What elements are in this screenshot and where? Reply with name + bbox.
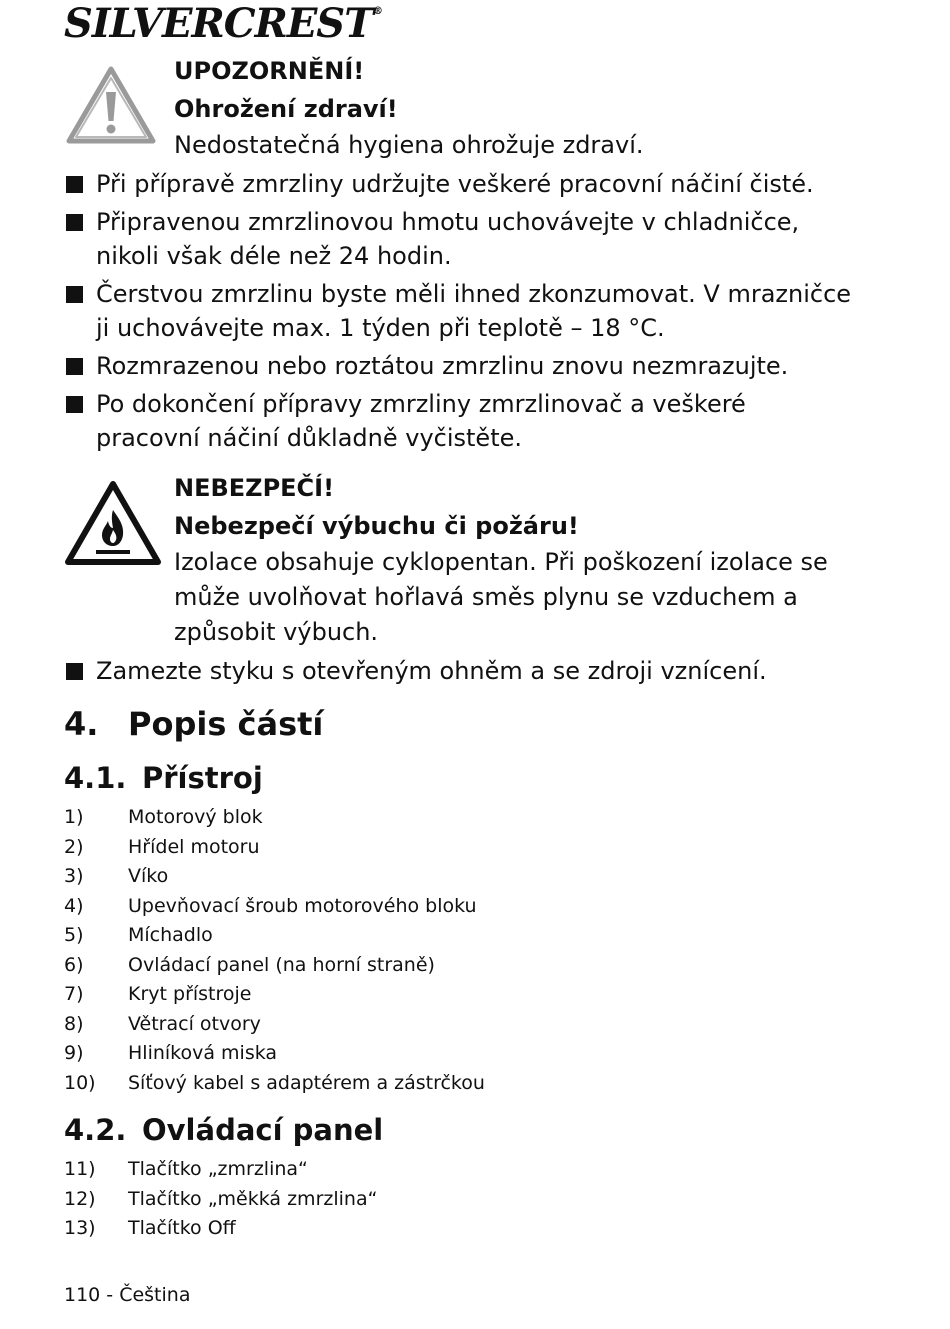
list-item: Při přípravě zmrzliny udržujte veškeré pracovní náčiní čisté.: [64, 167, 854, 201]
subsection-heading-device: 4.1. Přístroj: [64, 761, 263, 795]
bullet-square-icon: [66, 176, 83, 193]
subsection-heading-panel: 4.2. Ovládací panel: [64, 1113, 384, 1147]
bullet-square-icon: [66, 663, 83, 680]
bullet-square-icon: [66, 396, 83, 413]
list-item: 10) Síťový kabel s adaptérem a zástrčkou: [64, 1071, 485, 1094]
list-item: Čerstvou zmrzlinu byste měli ihned zkonzumovat. V mrazničce ji uchovávejte max. 1 týden při teplotě – 18 °C.: [64, 277, 854, 345]
bullet-square-icon: [66, 214, 83, 231]
list-item: 3) Víko: [64, 865, 169, 887]
bullet-square-icon: [66, 286, 83, 303]
registered-mark: ®: [372, 6, 382, 17]
list-item: 12) Tlačítko „měkká zmrzlina“: [64, 1187, 378, 1210]
section-heading: 4. Popis částí: [64, 705, 324, 743]
list-item: Po dokončení přípravy zmrzliny zmrzlinovač a veškeré pracovní náčiní důkladně vyčistěte.: [64, 387, 854, 455]
danger-bullet-list: [64, 654, 854, 692]
warning-title: UPOZORNĚNÍ!: [174, 57, 365, 85]
list-item: 7) Kryt přístroje: [64, 983, 252, 1005]
list-item: Zamezte styku s otevřeným ohněm a se zdroji vznícení.: [64, 654, 854, 688]
warning-block: [174, 52, 874, 163]
list-item: 13) Tlačítko Off: [64, 1217, 236, 1239]
bullet-square-icon: [66, 358, 83, 375]
list-item: 6) Ovládací panel (na horní straně): [64, 953, 435, 976]
flame-warning-icon: [64, 480, 162, 566]
list-item: 4) Upevňovací šroub motorového bloku: [64, 894, 477, 917]
warning-text: Nedostatečná hygiena ohrožuje zdraví.: [174, 131, 644, 159]
warning-subtitle: Ohrožení zdraví!: [174, 95, 398, 123]
list-item: 9) Hliníková miska: [64, 1042, 278, 1064]
danger-subtitle: Nebezpečí výbuchu či požáru!: [174, 512, 579, 540]
danger-block: [174, 469, 874, 650]
list-item: 8) Větrací otvory: [64, 1012, 261, 1035]
logo-text: SILVERCREST: [64, 0, 373, 47]
danger-text: Izolace obsahuje cyklopentan. Při poškození izolace se může uvolňovat hořlavá směs plynu se vzduchem a způsobit výbuch.: [174, 548, 828, 646]
panel-parts-list: [64, 1155, 377, 1244]
hygiene-bullet-list: [64, 167, 854, 459]
danger-title: NEBEZPEČÍ!: [174, 474, 335, 502]
exclamation-triangle-icon: [66, 66, 156, 144]
list-item: 2) Hřídel motoru: [64, 835, 260, 858]
list-item: Rozmrazenou nebo roztátou zmrzlinu znovu nezmrazujte.: [64, 349, 854, 383]
list-item: 1) Motorový blok: [64, 806, 263, 828]
page-footer: 110 - Čeština: [64, 1284, 191, 1306]
list-item: Připravenou zmrzlinovou hmotu uchovávejte v chladničce, nikoli však déle než 24 hodin.: [64, 205, 854, 273]
list-item: 5) Míchadlo: [64, 924, 213, 946]
list-item: 11) Tlačítko „zmrzlina“: [64, 1158, 308, 1180]
device-parts-list: [64, 803, 485, 1098]
brand-logo: [64, 0, 382, 47]
